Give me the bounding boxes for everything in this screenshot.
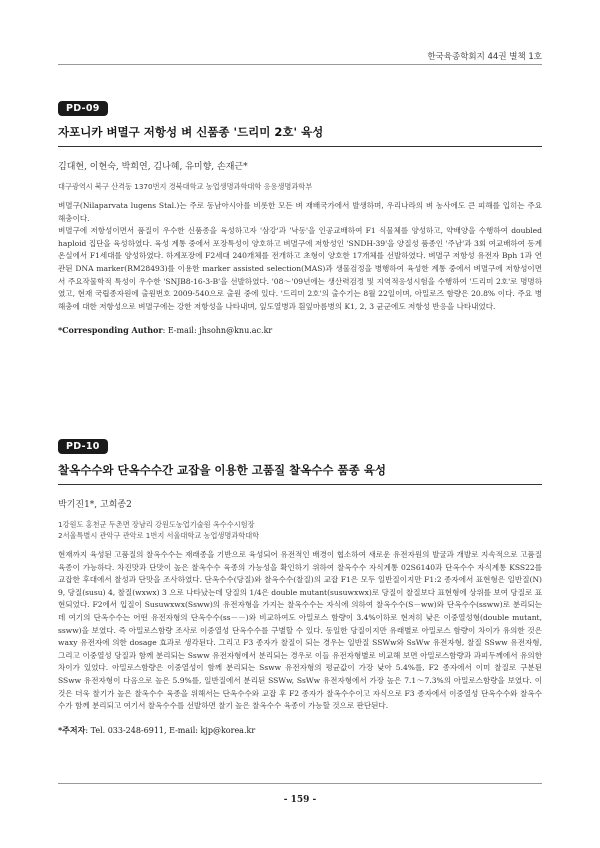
article-affiliation (58, 181, 542, 192)
corresponding-label: *Corresponding Author (58, 325, 163, 336)
page-number: - 159 - (283, 795, 317, 805)
header-divider (58, 64, 542, 65)
article-code-badge: PD-10 (58, 439, 108, 454)
abstract-paragraph: 현재까지 육성된 고품질의 찰옥수수는 재래종을 기반으로 육성되어 유전적인 배경이 협소하여 새로운 유전자원의 발굴과 개발로 지속적으로 고품질 육종이 가능하다. 차진맛과 단맛이 높은 찰옥수수 육종의 가능성을 확인하기 위하여 찰옥수수 자식계통 02S6140과 단옥수수 자식계통 KSS22를 교잡한 후대에서 찰성과 단맛을 조사하였다. 단옥수수(당질)와 찰옥수수(찰질)의 교잡 F1은 모두 일반질이지만 F1:2 종자에서 표현형은 일반질(N) 9, 당질(susu) 4, 찰질(wxwx) 3 으로 나타났는데 당질의 1/4은 double mutant(susuwxwx)로 당질이 찰질보다 표현형에 상위를 보여 당질로 표현되었다. F2에서 입질이 Susuwxwx(Ssww)의 유전자형을 가지는 찰옥수수는 자식에 의하여 찰옥수수(S－ww)와 단옥수수(ssww)로 분리되는데 여기의 단옥수수는 어떤 유전자형의 단옥수수(ss－－)와 비교하여도 아밀로스 함량이 3.4%이하로 현저히 낮은 이중열성형(double mutant, ssww)을 보였다. 즉 아밀로스함량 조사로 이중열성 단옥수수를 구별할 수 있다. 동일한 당질이지만 유래별로 아밀로스 함량이 차이가 유의한 것은 waxy 유전자에 의한 dosage 효과로 생각된다. 그리고 F3 종자가 찰질이 되는 경우는 일반질 SSWw와 SsWw 유전자형, 찰질 SSww 유전자형, 그리고 이중열성 당질과 함께 분리되는 Ssww 유전자형에서 분리되는 경우로 이들 유전자형별로 비교해 보면 아밀로스함량과 과피두께에서 유의한 차이가 있었다. 아밀로스함량은 이중열성이 함께 분리되는 Ssww 유전자형의 평균값이 가장 낮아 5.4%를, F2 종자에서 이미 찰질로 구분된 SSww 유전자형이 다음으로 높은 5.9%를, 일반질에서 분리된 SSWw, SsWw 유전자형에서 가장 높은 7.1～7.3%의 아밀로스함량을 보였다. 이것은 더욱 찰기가 높은 찰옥수수 육종을 위해서는 단옥수수와 교잡 후 F2 종자가 찰옥수수이고 자식으로 F3 종자에서 이중열성 단옥수수와 찰옥수수가 함께 분리되고 여기서 찰옥수수를 선발하면 찰기 높은 찰옥수수 육종이 가능할 것으로 판단된다. (58, 550, 542, 711)
article-authors: 박기진1*, 고희종2 (58, 500, 132, 510)
corresponding-author (58, 325, 542, 335)
title-divider (58, 146, 542, 147)
running-header: 한국육종학회지 44권 별책 1호 (427, 52, 542, 62)
article-pd-09 (58, 96, 542, 335)
affiliation-line: 대구광역시 북구 산격동 1370번지 경북대학교 농업생명과학대학 응용생명과학부 (58, 182, 313, 191)
article-abstract (58, 200, 542, 313)
article-authors: 김대현, 이현숙, 박희연, 김나혜, 유미향, 손재근* (58, 162, 248, 172)
footer-divider (58, 783, 542, 784)
affiliation-line: 2서울특별시 관악구 관악로 1번지 서울대학교 농업생명과학대학 (58, 531, 260, 540)
corresponding-contact: : Tel. 033-248-6911, E-mail: kjp@korea.kr (85, 725, 256, 735)
corresponding-contact: : E-mail: jhsohn@knu.ac.kr (162, 326, 273, 336)
article-code-badge: PD-09 (58, 101, 108, 116)
corresponding-label: *주저자 (58, 724, 86, 735)
corresponding-author (58, 725, 542, 736)
article-pd-10 (58, 434, 542, 736)
article-affiliation (58, 519, 542, 541)
article-abstract (58, 549, 542, 713)
article-title: 찰옥수수와 단옥수수간 교잡을 이용한 고품질 찰옥수수 품종 육성 (58, 463, 386, 477)
abstract-paragraph: 벼멸구(Nilaparvata lugens Stal.)는 주로 동남아시아를 비롯한 모든 벼 재배국가에서 발생하며, 우리나라의 벼 농사에도 큰 피해를 입히는 주요 해충이다. (58, 201, 542, 223)
article-title: 자포니카 벼멸구 저항성 벼 신품종 '드리미 2호' 육성 (58, 125, 324, 139)
title-divider (58, 484, 542, 485)
affiliation-line: 1강원도 홍천군 두촌면 장남리 강원도농업기술원 옥수수시험장 (58, 520, 255, 529)
abstract-paragraph: 벼멸구에 저항성이면서 품질이 우수한 신품종을 육성하고자 '삼강'과 '낙동'을 인공교배하여 F1 식물체를 양성하고, 약배양을 수행하여 doubled haploid 집단을 육성하였다. 육성 계통 중에서 포장특성이 양호하고 벼멸구에 저항성인 'SNDH-39'을 양질성 품종인 '주남'과 3회 여교배하여 동계온실에서 F1세대를 양성하였다. 하계포장에 F2세대 240개체를 전개하고 초형이 양호한 17개체를 선발하였다. 벼멸구 저항성 유전자 Bph 1과 연관된 DNA marker(RM28493)를 이용한 marker assisted selection(MAS)과 생물검정을 병행하여 육성한 계통 중에서 벼멸구에 저항성이면서 주요작물학적 특성이 우수한 'SNJB8-16-3-B'을 선발하였다. '08～'09년에는 생산력검정 및 지역적응성시험을 수행하여 '드리미 2호'로 명명하였고, 현재 국립종자원에 출원번호 2009-540으로 출원 중에 있다. '드리미 2호'의 출수기는 8월 22일이며, 아밀로즈 함량은 20.8% 이다. 주요 병해충에 대한 저항성으로 벼멸구에는 강한 저항성을 나타내며, 잎도열병과 흰잎마름병의 K1, 2, 3 균군에도 저항성 반응을 나타내었다. (58, 226, 542, 311)
